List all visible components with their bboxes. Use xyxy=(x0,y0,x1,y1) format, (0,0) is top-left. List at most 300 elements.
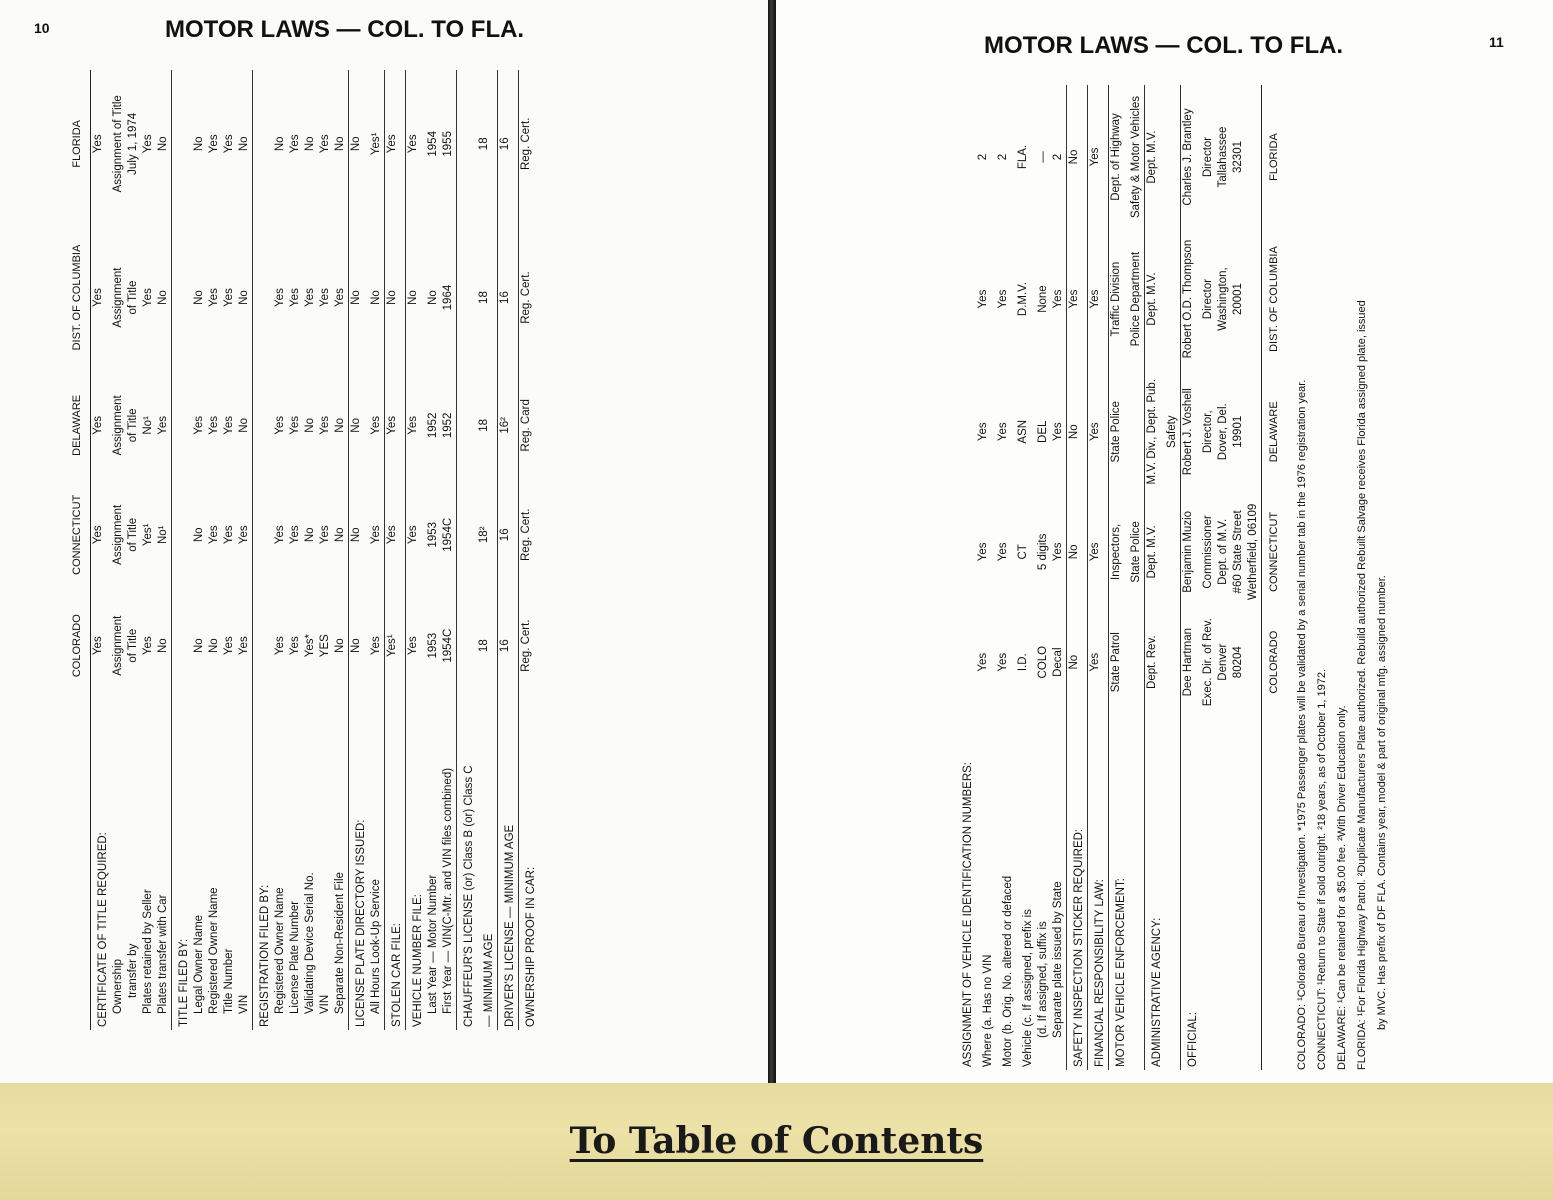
column-header: FLORIDA xyxy=(1262,85,1283,229)
cell-value: Yes xyxy=(223,415,235,435)
cell-value xyxy=(1246,609,1262,715)
table-row xyxy=(1165,85,1181,1070)
table-row xyxy=(406,70,427,1030)
cell-value: 2 xyxy=(1052,153,1064,161)
footnotes xyxy=(1292,85,1392,1070)
row-label: All Hours Look-Up Service xyxy=(370,879,382,1014)
row-label: Last Year — Motor Number xyxy=(427,874,439,1014)
cell-value xyxy=(956,494,976,609)
row-label: CERTIFICATE OF TITLE REQUIRED: xyxy=(97,832,109,1027)
cell-value: Denver xyxy=(1217,643,1229,681)
cell-value: No xyxy=(349,596,370,695)
cell-value xyxy=(457,218,478,378)
cell-value xyxy=(1165,494,1181,609)
cell-value: Yes xyxy=(385,377,406,473)
cell-value xyxy=(1129,369,1145,494)
cell-value: No xyxy=(1067,369,1088,494)
cell-value: Dover, Del. xyxy=(1217,403,1229,461)
cell-value: Yes xyxy=(208,288,220,307)
cell-value: D.M.V. xyxy=(1017,282,1029,317)
row-label xyxy=(1165,715,1181,1070)
cell-value: DEL xyxy=(1037,420,1049,443)
cell-value: 1954C xyxy=(442,628,454,663)
cell-value: No xyxy=(304,527,316,543)
cell-value: Yes¹ xyxy=(385,596,406,695)
cell-value xyxy=(253,596,274,695)
left-rotated-table-wrapper xyxy=(70,70,730,1030)
table-row xyxy=(385,70,406,1030)
table-row xyxy=(1246,85,1262,1070)
cell-value: CT xyxy=(1017,544,1029,560)
cell-value: Commissioner xyxy=(1202,515,1214,589)
right-table-footer-row xyxy=(1262,85,1283,1070)
cell-value xyxy=(253,377,274,473)
cell-value: Director, xyxy=(1202,410,1214,454)
cell-value: Reg. Cert. xyxy=(519,70,540,218)
cell-value xyxy=(457,473,478,596)
table-row xyxy=(1088,85,1109,1070)
table-row xyxy=(1067,85,1088,1070)
row-label: SAFETY INSPECTION STICKER REQUIRED: xyxy=(1067,715,1088,1070)
cell-value: Yes xyxy=(370,636,382,656)
table-row xyxy=(976,85,996,1070)
cell-value: No xyxy=(349,218,370,378)
row-label: REGISTRATION FILED BY: xyxy=(253,695,274,1030)
table-row xyxy=(111,70,126,1030)
cell-value: No xyxy=(304,136,316,152)
cell-value: Yes xyxy=(1052,422,1064,442)
cell-value: Yes xyxy=(208,415,220,435)
cell-value xyxy=(1165,85,1181,229)
table-row xyxy=(1016,85,1036,1070)
cell-value: Yes xyxy=(997,422,1009,442)
cell-value: of Title xyxy=(127,280,139,315)
cell-value: 1952 xyxy=(442,412,454,439)
table-row xyxy=(1181,85,1202,1070)
column-header: DIST. OF COLUMBIA xyxy=(1262,229,1283,369)
cell-value xyxy=(172,377,193,473)
cell-value: Assignment xyxy=(112,395,124,456)
cell-value: Yes xyxy=(977,422,989,442)
cell-value: Assignment xyxy=(112,267,124,328)
cell-value: 18 xyxy=(478,639,490,653)
table-row xyxy=(253,70,274,1030)
row-label: Plates transfer with Car xyxy=(157,894,169,1014)
cell-value: 16 xyxy=(498,473,519,596)
cell-value: Yes xyxy=(977,652,989,672)
footnote-line: FLORIDA: ¹For Florida Highway Patrol. ²Duplicate Manufacturers Plate authorized. Rebuild authorized Rebuilt Salvage receives Florida assigned plate, issued xyxy=(1356,300,1368,1070)
cell-value: Yes xyxy=(223,288,235,307)
cell-value: No xyxy=(349,70,370,218)
cell-value: No xyxy=(334,418,346,433)
row-label xyxy=(1231,715,1246,1070)
cell-value: Yes xyxy=(1052,542,1064,562)
row-label: Plates retained by Seller xyxy=(142,889,154,1014)
cell-value: Yes xyxy=(92,525,104,545)
left-table-header-row xyxy=(70,70,91,1030)
cell-value: Dept. M.V. xyxy=(1145,85,1166,229)
cell-value: Yes xyxy=(997,652,1009,672)
column-header-blank xyxy=(1262,715,1283,1070)
cell-value: Safety xyxy=(1166,415,1178,449)
cell-value: 18 xyxy=(478,137,490,151)
cell-value xyxy=(172,218,193,378)
row-label: STOLEN CAR FILE: xyxy=(385,695,406,1030)
row-label: Ownership xyxy=(112,959,124,1014)
cell-value: Reg. Card xyxy=(519,377,540,473)
column-header: DIST. OF COLUMBIA xyxy=(70,218,91,378)
cell-value: Yes xyxy=(319,525,331,545)
cell-value xyxy=(253,473,274,596)
row-label xyxy=(1246,715,1262,1070)
row-label: VIN xyxy=(319,994,331,1014)
cell-value xyxy=(253,218,274,378)
cell-value: Dept. of Highway xyxy=(1109,85,1130,229)
cell-value: Yes xyxy=(370,415,382,435)
footnote-line: by MVC. Has prefix of DF FLA. Contains year, model & part of original mfg. assigned number. xyxy=(1376,575,1388,1030)
table-row xyxy=(303,70,318,1030)
cell-value: No xyxy=(385,218,406,378)
cell-value: None xyxy=(1037,285,1049,313)
row-label xyxy=(1201,715,1216,1070)
table-row xyxy=(956,85,976,1070)
table-row xyxy=(369,70,385,1030)
cell-value xyxy=(956,229,976,369)
table-row xyxy=(519,70,540,1030)
cell-value: 2 xyxy=(997,153,1009,161)
cell-value: Yes xyxy=(385,70,406,218)
table-row xyxy=(222,70,237,1030)
cell-value: FLA. xyxy=(1017,144,1029,170)
cell-value xyxy=(172,70,193,218)
cell-value: Dept. M.V. xyxy=(1145,494,1166,609)
cell-value: Yes xyxy=(92,288,104,307)
cell-value: Yes¹ xyxy=(142,523,154,547)
cell-value: No xyxy=(157,136,169,152)
cell-value: Inspectors, xyxy=(1109,494,1130,609)
column-header: CONNECTICUT xyxy=(70,473,91,596)
row-label: ASSIGNMENT OF VEHICLE IDENTIFICATION NUMBERS: xyxy=(962,762,974,1067)
table-row xyxy=(1129,85,1145,1070)
cell-value: State Police xyxy=(1109,369,1130,494)
cell-value: Yes xyxy=(92,636,104,656)
cell-value xyxy=(956,85,976,229)
cell-value: Yes xyxy=(274,525,286,545)
cell-value xyxy=(1246,85,1262,229)
cell-value: Wetherfield, 06109 xyxy=(1247,503,1259,601)
row-label: Validating Device Serial No. xyxy=(304,872,316,1014)
cell-value: No xyxy=(193,527,205,543)
table-row xyxy=(91,70,112,1030)
cell-value: Charles J. Brantley xyxy=(1181,85,1202,229)
cell-value: Assignment xyxy=(112,615,124,676)
cell-value: Dept. M.V. xyxy=(1145,229,1166,369)
cell-value: Assignment of Title xyxy=(112,95,124,193)
row-label: Legal Owner Name xyxy=(193,914,205,1014)
row-label: DRIVER'S LICENSE — MINIMUM AGE xyxy=(498,695,519,1030)
table-row xyxy=(477,70,498,1030)
cell-value: No xyxy=(274,136,286,152)
cell-value: Yes xyxy=(289,134,301,154)
row-label: (d. If assigned, suffix is xyxy=(1037,921,1049,1038)
cell-value xyxy=(457,377,478,473)
table-row xyxy=(333,70,349,1030)
cell-value: No xyxy=(1067,609,1088,715)
cell-value: 2 xyxy=(977,153,989,161)
row-label: License Plate Number xyxy=(289,900,301,1014)
row-label: — MINIMUM AGE xyxy=(483,933,495,1027)
cell-value: Dee Hartman xyxy=(1181,609,1202,715)
cell-value: #60 State Street xyxy=(1232,510,1244,594)
cell-value xyxy=(172,473,193,596)
cell-value: Dept. Rev. xyxy=(1145,609,1166,715)
row-label: Separate plate issued by State xyxy=(1052,881,1064,1038)
right-rotated-table-wrapper xyxy=(956,85,1506,1070)
cell-value: Reg. Cert. xyxy=(519,596,540,695)
cell-value: Reg. Cert. xyxy=(519,473,540,596)
table-row xyxy=(318,70,333,1030)
cell-value: Yes xyxy=(977,289,989,309)
cell-value: Yes xyxy=(319,415,331,435)
cell-value: Yes xyxy=(289,288,301,307)
cell-value: 20001 xyxy=(1232,283,1244,316)
cell-value: No xyxy=(238,290,250,305)
cell-value: Director xyxy=(1202,278,1214,320)
table-row xyxy=(156,70,172,1030)
cell-value: Yes xyxy=(406,473,427,596)
cell-value: No¹ xyxy=(157,525,169,545)
table-row xyxy=(349,70,370,1030)
cell-value: Decal xyxy=(1052,647,1064,677)
table-row xyxy=(498,70,519,1030)
table-row xyxy=(172,70,193,1030)
cell-value: Yes xyxy=(223,134,235,154)
cell-value: COLO xyxy=(1037,645,1049,679)
cell-value: Exec. Dir. of Rev. xyxy=(1202,618,1214,707)
column-header: COLORADO xyxy=(1262,609,1283,715)
cell-value: Yes xyxy=(406,70,427,218)
table-row xyxy=(1051,85,1067,1070)
row-label: LICENSE PLATE DIRECTORY ISSUED: xyxy=(349,695,370,1030)
left-page-number: 10 xyxy=(34,20,50,36)
table-row xyxy=(457,70,478,1030)
cell-value: No xyxy=(193,290,205,305)
cell-value: Reg. Cert. xyxy=(519,218,540,378)
cell-value: I.D. xyxy=(1017,653,1029,672)
cell-value: No xyxy=(193,136,205,152)
row-label: TITLE FILED BY: xyxy=(172,695,193,1030)
cell-value: 1954C xyxy=(442,517,454,552)
column-header: FLORIDA xyxy=(70,70,91,218)
cell-value: Yes xyxy=(385,473,406,596)
left-page xyxy=(0,0,768,1083)
cell-value: Yes xyxy=(1067,229,1088,369)
cell-value: Traffic Division xyxy=(1109,229,1130,369)
cell-value: 18² xyxy=(478,526,490,544)
row-label: Title Number xyxy=(223,948,235,1014)
cell-value: Yes xyxy=(157,415,169,435)
cell-value: Yes xyxy=(92,134,104,154)
cell-value xyxy=(1165,229,1181,369)
cell-value: 1955 xyxy=(442,131,454,157)
cell-value: 16 xyxy=(498,70,519,218)
cell-value: State Police xyxy=(1130,521,1142,583)
cell-value: 1964 xyxy=(442,284,454,311)
cell-value: — xyxy=(1037,151,1049,163)
table-row xyxy=(1145,85,1166,1070)
cell-value: Yes xyxy=(274,415,286,435)
table-row xyxy=(996,85,1016,1070)
row-label: OFFICIAL: xyxy=(1181,715,1202,1070)
row-label: First Year — VIN(C-Mtr. and VIN files combined) xyxy=(442,767,454,1014)
cell-value: 1953 xyxy=(427,632,439,659)
cell-value: Tallahassee xyxy=(1217,126,1229,188)
table-row xyxy=(1109,85,1130,1070)
cell-value: Assignment xyxy=(112,504,124,565)
column-header: DELAWARE xyxy=(1262,369,1283,494)
cell-value: No xyxy=(334,527,346,543)
cell-value: Yes xyxy=(274,636,286,656)
cell-value: No xyxy=(334,136,346,152)
row-label: Motor (b. Orig. No. altered or defaced xyxy=(1002,875,1014,1067)
column-header: CONNECTICUT xyxy=(1262,494,1283,609)
cell-value: Yes xyxy=(406,377,427,473)
footnote-line: CONNECTICUT: ¹Return to State if sold outright. ²18 years, as of October 1, 1972. xyxy=(1316,668,1328,1070)
table-row xyxy=(1216,85,1231,1070)
row-label: ADMINISTRATIVE AGENCY: xyxy=(1145,715,1166,1070)
cell-value: Yes xyxy=(334,288,346,307)
cell-value: No xyxy=(370,290,382,305)
cell-value: No xyxy=(238,136,250,152)
cell-value: of Title xyxy=(127,628,139,663)
book-spine xyxy=(768,0,776,1083)
cell-value: No xyxy=(304,418,316,433)
cell-value: M.V. Div., Dept. Pub. xyxy=(1145,369,1166,494)
cell-value: Police Department xyxy=(1130,251,1142,347)
cell-value: Yes xyxy=(193,415,205,435)
cell-value: 1954 xyxy=(427,131,439,157)
row-label: Vehicle (c. If assigned, prefix is xyxy=(1022,909,1034,1067)
cell-value xyxy=(956,369,976,494)
cell-value: Yes xyxy=(274,288,286,307)
cell-value: Yes xyxy=(304,288,316,307)
table-of-contents-link[interactable]: To Table of Contents xyxy=(569,1120,984,1162)
cell-value: Yes xyxy=(223,636,235,656)
table-row xyxy=(1201,85,1216,1070)
cell-value xyxy=(172,596,193,695)
cell-value: Benjamin Muzio xyxy=(1181,494,1202,609)
cell-value: Yes xyxy=(92,415,104,435)
row-label: MOTOR VEHICLE ENFORCEMENT: xyxy=(1109,715,1130,1070)
cell-value: Washington, xyxy=(1217,267,1229,331)
cell-value: Dept. of M.V. xyxy=(1217,518,1229,585)
cell-value: No xyxy=(334,638,346,654)
table-row xyxy=(192,70,207,1030)
cell-value: Yes xyxy=(289,525,301,545)
cell-value xyxy=(1129,609,1145,715)
cell-value: Yes xyxy=(997,289,1009,309)
cell-value xyxy=(457,596,478,695)
table-row xyxy=(141,70,156,1030)
row-label: CHAUFFEUR'S LICENSE (or) Class B (or) Class C xyxy=(457,695,478,1030)
cell-value: No xyxy=(208,638,220,654)
cell-value: Director xyxy=(1202,136,1214,178)
cell-value: No¹ xyxy=(142,416,154,435)
cell-value: YES xyxy=(319,634,331,658)
cell-value: of Title xyxy=(127,517,139,552)
cell-value: Robert O.D. Thompson xyxy=(1181,229,1202,369)
cell-value: Yes xyxy=(1088,369,1109,494)
footnote-line: DELAWARE: ¹Can be retained for a $5.00 fee. ²With Driver Education only. xyxy=(1336,705,1348,1070)
row-label: transfer by xyxy=(127,943,139,998)
cell-value: Yes xyxy=(142,134,154,154)
row-label: Where (a. Has no VIN xyxy=(982,954,994,1067)
cell-value: Yes xyxy=(289,636,301,656)
cell-value: No xyxy=(427,290,439,305)
cell-value: Yes¹ xyxy=(370,132,382,156)
toc-link-container xyxy=(0,1120,1553,1162)
cell-value: Robert J. Voshell xyxy=(1181,369,1202,494)
cell-value: 32301 xyxy=(1232,141,1244,173)
cell-value xyxy=(956,609,976,715)
cell-value: Yes xyxy=(1088,494,1109,609)
column-header: COLORADO xyxy=(70,596,91,695)
cell-value xyxy=(1165,609,1181,715)
row-label: VEHICLE NUMBER FILE: xyxy=(406,695,427,1030)
cell-value: 1953 xyxy=(427,521,439,548)
cell-value xyxy=(253,70,274,218)
row-label: OWNERSHIP PROOF IN CAR: xyxy=(519,695,540,1030)
column-header: DELAWARE xyxy=(70,377,91,473)
right-page xyxy=(776,0,1553,1083)
cell-value: 80204 xyxy=(1232,646,1244,679)
cell-value: 16 xyxy=(498,596,519,695)
cell-value: Yes xyxy=(142,636,154,656)
cell-value: Yes xyxy=(1088,609,1109,715)
table-row xyxy=(426,70,441,1030)
table-row xyxy=(273,70,288,1030)
cell-value: 5 digits xyxy=(1037,533,1049,571)
cell-value: Yes xyxy=(238,636,250,656)
cell-value: 18 xyxy=(478,291,490,304)
cell-value: State Patrol xyxy=(1109,609,1130,715)
cell-value: No xyxy=(238,418,250,433)
cell-value: Yes xyxy=(289,415,301,435)
left-data-table xyxy=(70,70,539,1030)
table-row xyxy=(126,70,141,1030)
cell-value: July 1, 1974 xyxy=(127,112,139,175)
cell-value: Yes xyxy=(997,542,1009,562)
cell-value: Yes xyxy=(223,525,235,545)
left-page-header: MOTOR LAWS — COL. TO FLA. xyxy=(165,16,525,43)
right-page-number: 11 xyxy=(1489,34,1504,50)
cell-value: 19901 xyxy=(1232,415,1244,448)
cell-value: 16² xyxy=(498,377,519,473)
cell-value: Yes xyxy=(1052,289,1064,309)
cell-value xyxy=(457,70,478,218)
footnote-line: COLORADO: ¹Colorado Bureau of Investigation. *1975 Passenger plates will be validated by a serial number tab in the 1976 registration year. xyxy=(1296,379,1308,1070)
cell-value: 16 xyxy=(498,218,519,378)
row-label: Registered Owner Name xyxy=(208,887,220,1014)
table-row xyxy=(441,70,457,1030)
cell-value: Yes xyxy=(1088,229,1109,369)
cell-value: of Title xyxy=(127,408,139,443)
cell-value: 18 xyxy=(478,418,490,432)
table-row xyxy=(1036,85,1051,1070)
cell-value: Yes* xyxy=(304,634,316,658)
cell-value: ASN xyxy=(1017,419,1029,444)
cell-value: No xyxy=(157,638,169,654)
